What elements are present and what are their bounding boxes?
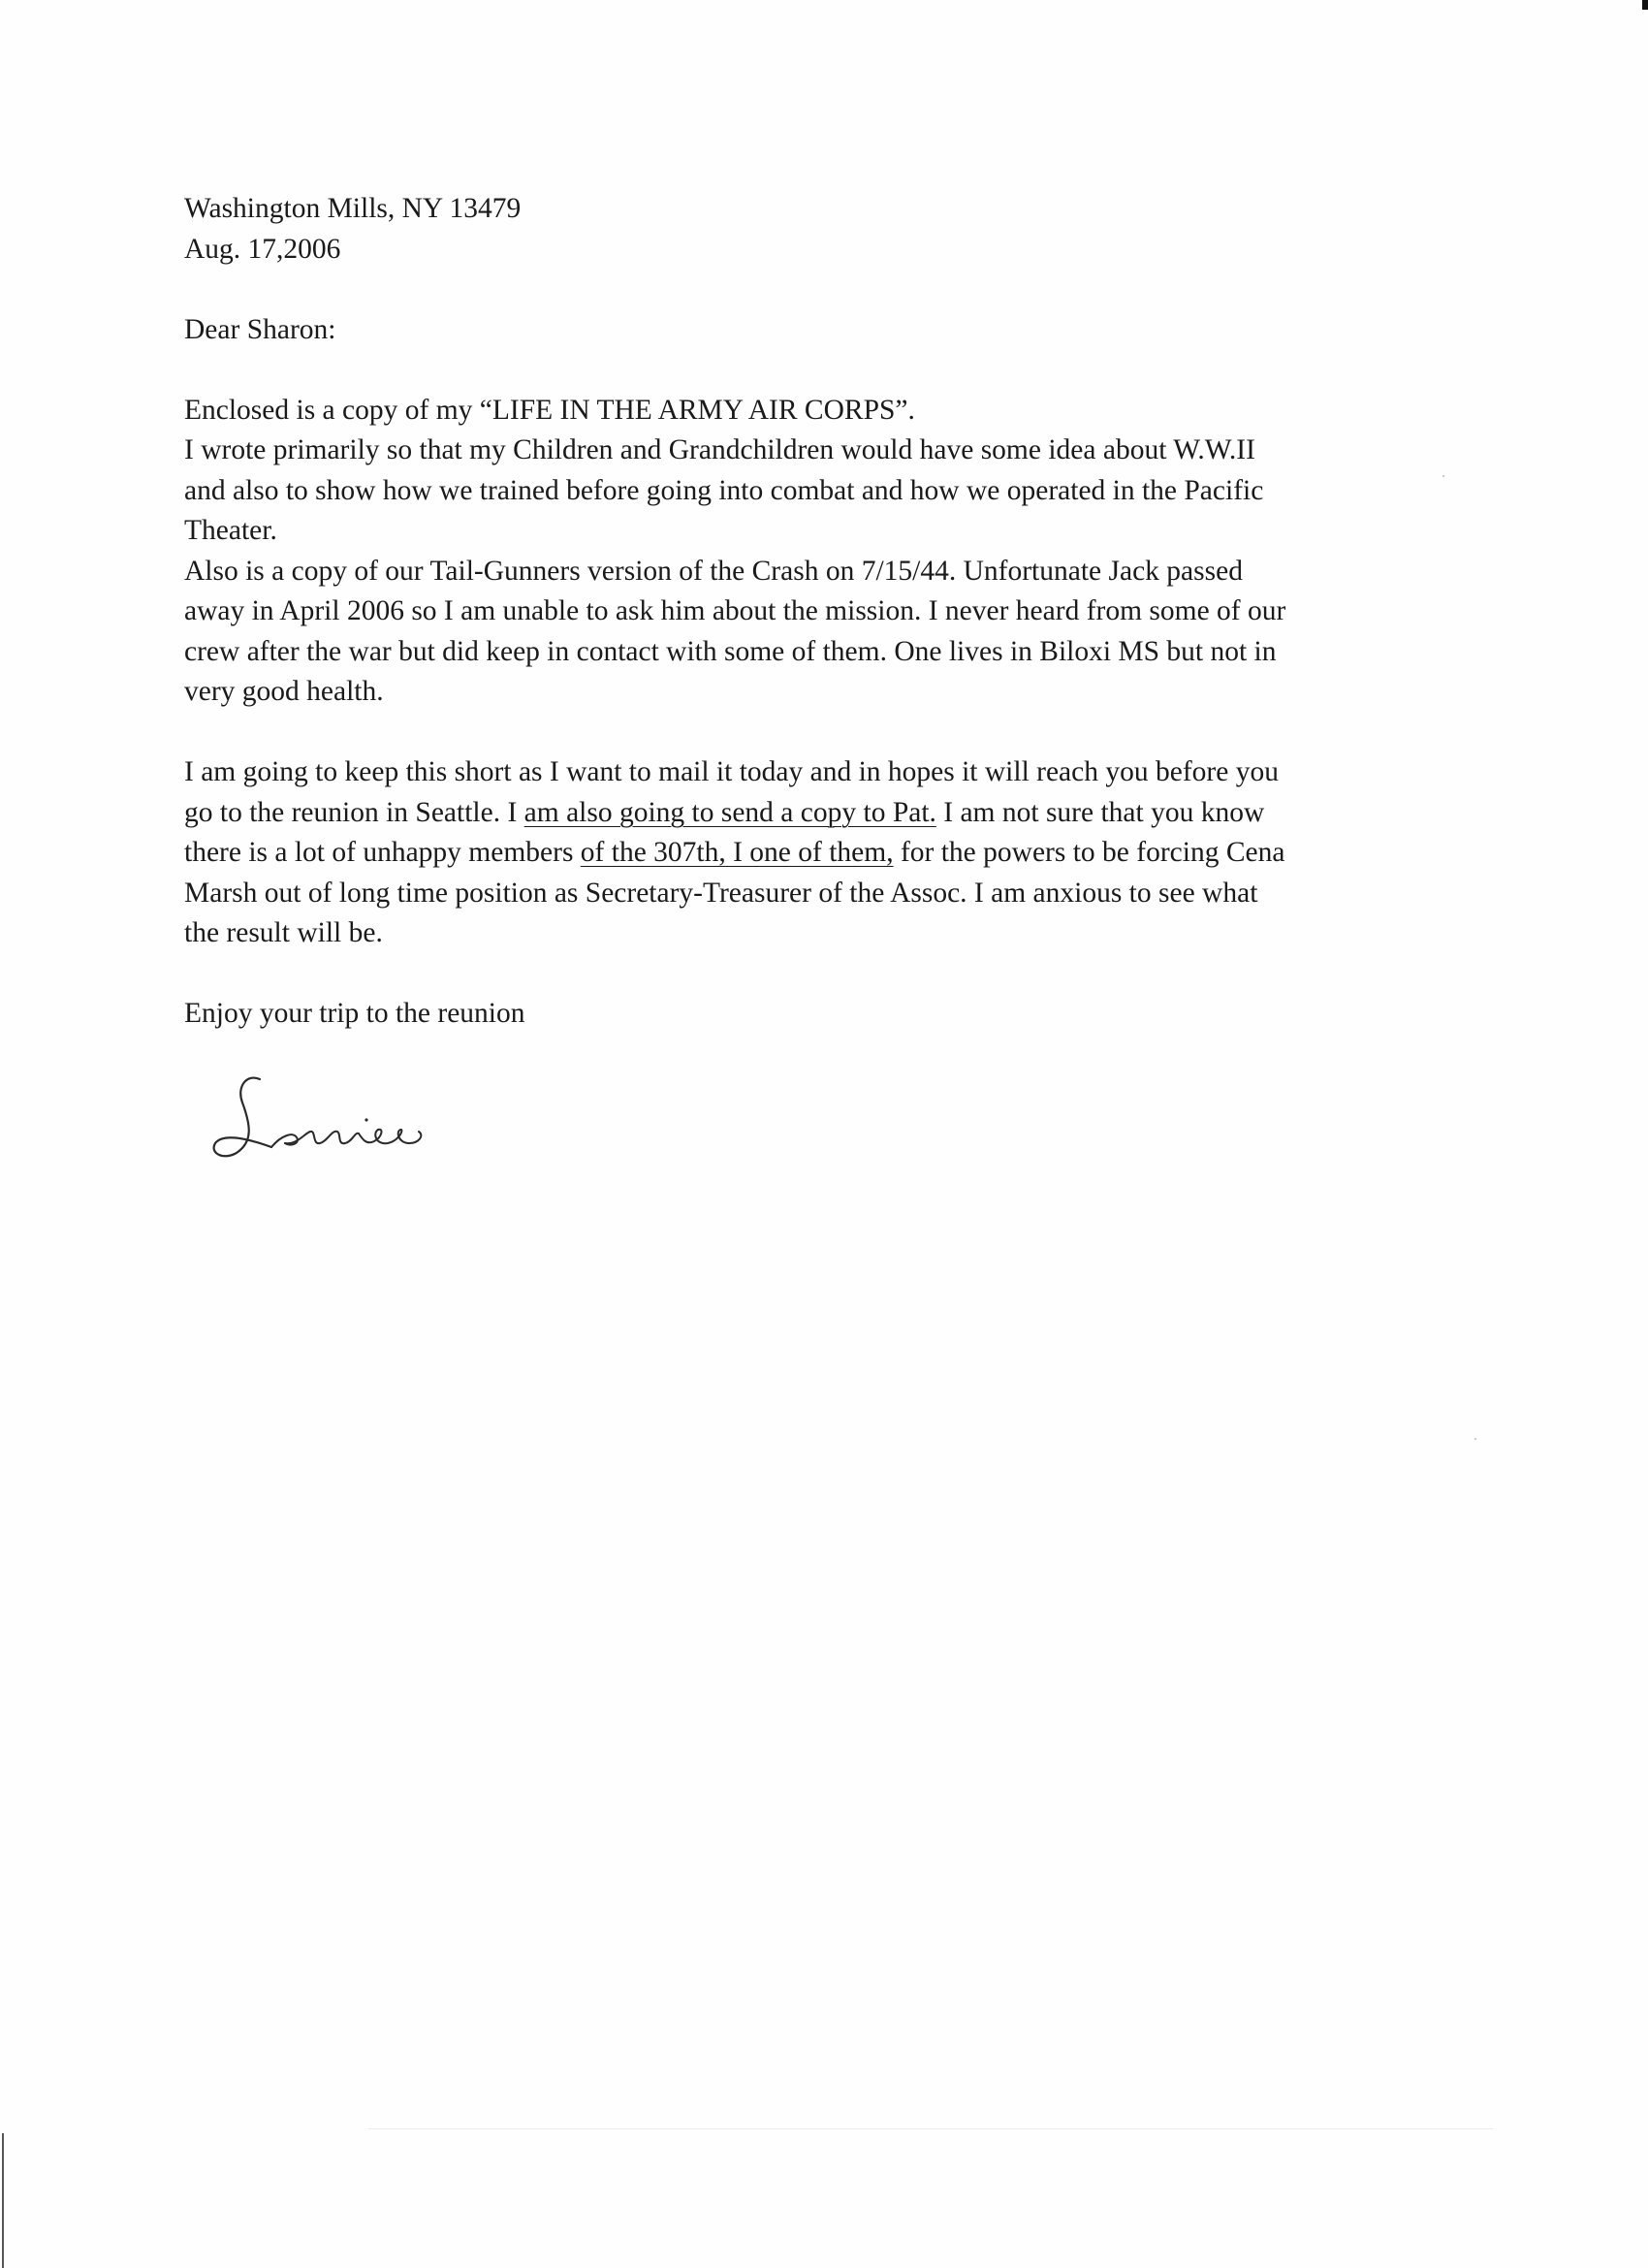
- text-line: Also is a copy of our Tail-Gunners version of the Crash on 7/15/44. Unfortunate Jack passed: [184, 555, 1243, 587]
- text-line: crew after the war but did keep in contact with some of them. One lives in Biloxi MS but not in: [184, 635, 1277, 667]
- paragraph-1: [184, 391, 1474, 713]
- text-segment: for the powers to be forcing Cena: [893, 837, 1285, 868]
- text-line: Marsh out of long time position as Secretary-Treasurer of the Assoc. I am anxious to see what: [184, 877, 1258, 909]
- paragraph-2: [184, 752, 1474, 954]
- text-line: [184, 833, 1474, 874]
- text-line: I wrote primarily so that my Children and Grandchildren would have some idea about W.W.II: [184, 434, 1255, 465]
- text-line: Theater.: [184, 515, 277, 546]
- handwritten-underline-text: am also going to send a copy to Pat.: [523, 796, 936, 828]
- letter-body: [184, 189, 1474, 1035]
- text-line: the result will be.: [184, 917, 383, 948]
- text-segment: I am not sure that you know: [935, 796, 1265, 828]
- scan-edge-line: [2, 2133, 4, 2268]
- handwritten-underline-text: of the 307th, I one of them,: [580, 837, 894, 868]
- text-line: very good health.: [184, 676, 384, 707]
- scan-artifact-line: [368, 2128, 1493, 2129]
- salutation: Dear Sharon:: [184, 313, 336, 345]
- text-line: Enclosed is a copy of my “LIFE IN THE ARMY AIR CORPS”.: [184, 394, 915, 426]
- text-line: and also to show how we trained before going into combat and how we operated in the Pacific: [184, 474, 1264, 506]
- scan-edge-mark: [1642, 0, 1648, 10]
- text-segment: there is a lot of unhappy members: [184, 837, 581, 868]
- text-line: I am going to keep this short as I want to mail it today and in hopes it will reach you before you: [184, 756, 1279, 787]
- handwritten-signature: [204, 1052, 456, 1168]
- closing-line: Enjoy your trip to the reunion: [184, 998, 525, 1029]
- text-segment: go to the reunion in Seattle. I: [184, 796, 524, 828]
- letter-date: Aug. 17,2006: [184, 233, 341, 265]
- text-line: away in April 2006 so I am unable to ask him about the mission. I never heard from some of our: [184, 595, 1286, 626]
- text-line: [184, 793, 1474, 834]
- scan-speck: [1474, 1438, 1476, 1440]
- sender-address: Washington Mills, NY 13479: [184, 193, 522, 224]
